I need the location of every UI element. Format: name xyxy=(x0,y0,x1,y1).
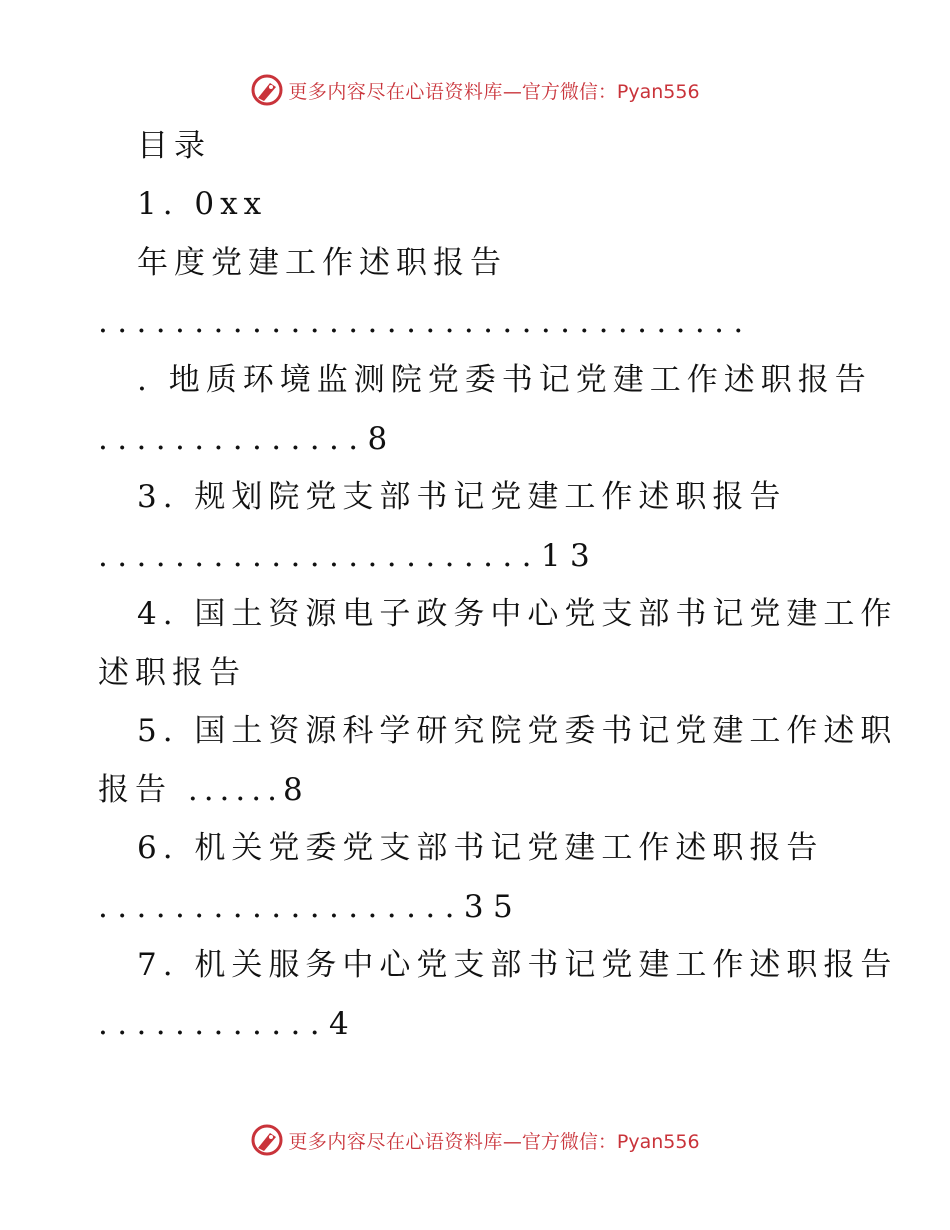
toc-line: 述职报告 xyxy=(98,655,246,691)
banner-site-name: 更多内容尽在心语资料库 xyxy=(288,80,503,103)
banner-site-name: 更多内容尽在心语资料库 xyxy=(288,1130,503,1153)
footer-banner xyxy=(0,1120,950,1160)
toc-line: 1. 0xx xyxy=(137,186,268,222)
toc-leader-dots: ............4 xyxy=(98,1006,359,1042)
banner-text xyxy=(288,1127,699,1154)
toc-leader-dots: ..............8 xyxy=(98,421,397,457)
toc-line: 年度党建工作述职报告 xyxy=(137,245,507,281)
pen-nib-circle-icon xyxy=(250,1123,284,1157)
toc-leader-dots: .................................. xyxy=(98,304,753,340)
toc-heading: 目录 xyxy=(137,128,211,164)
banner-wechat: —官方微信：Pyan556 xyxy=(502,1130,700,1153)
toc-leader-dots: .......................13 xyxy=(98,538,600,574)
toc-leader-dots: ...................35 xyxy=(98,889,523,925)
toc-line: 6. 机关党委党支部书记党建工作述职报告 xyxy=(137,830,824,866)
toc-line: 4. 国土资源电子政务中心党支部书记党建工作 xyxy=(137,596,898,632)
toc-line: 报告 ......8 xyxy=(98,772,309,808)
toc-line: . 地质环境监测院党委书记党建工作述职报告 xyxy=(137,362,872,398)
toc-line: 7. 机关服务中心党支部书记党建工作述职报告 xyxy=(137,947,898,983)
banner-wechat: —官方微信：Pyan556 xyxy=(502,80,700,103)
toc-line: 5. 国土资源科学研究院党委书记党建工作述职 xyxy=(137,713,898,749)
toc-line: 3. 规划院党支部书记党建工作述职报告 xyxy=(137,479,787,515)
